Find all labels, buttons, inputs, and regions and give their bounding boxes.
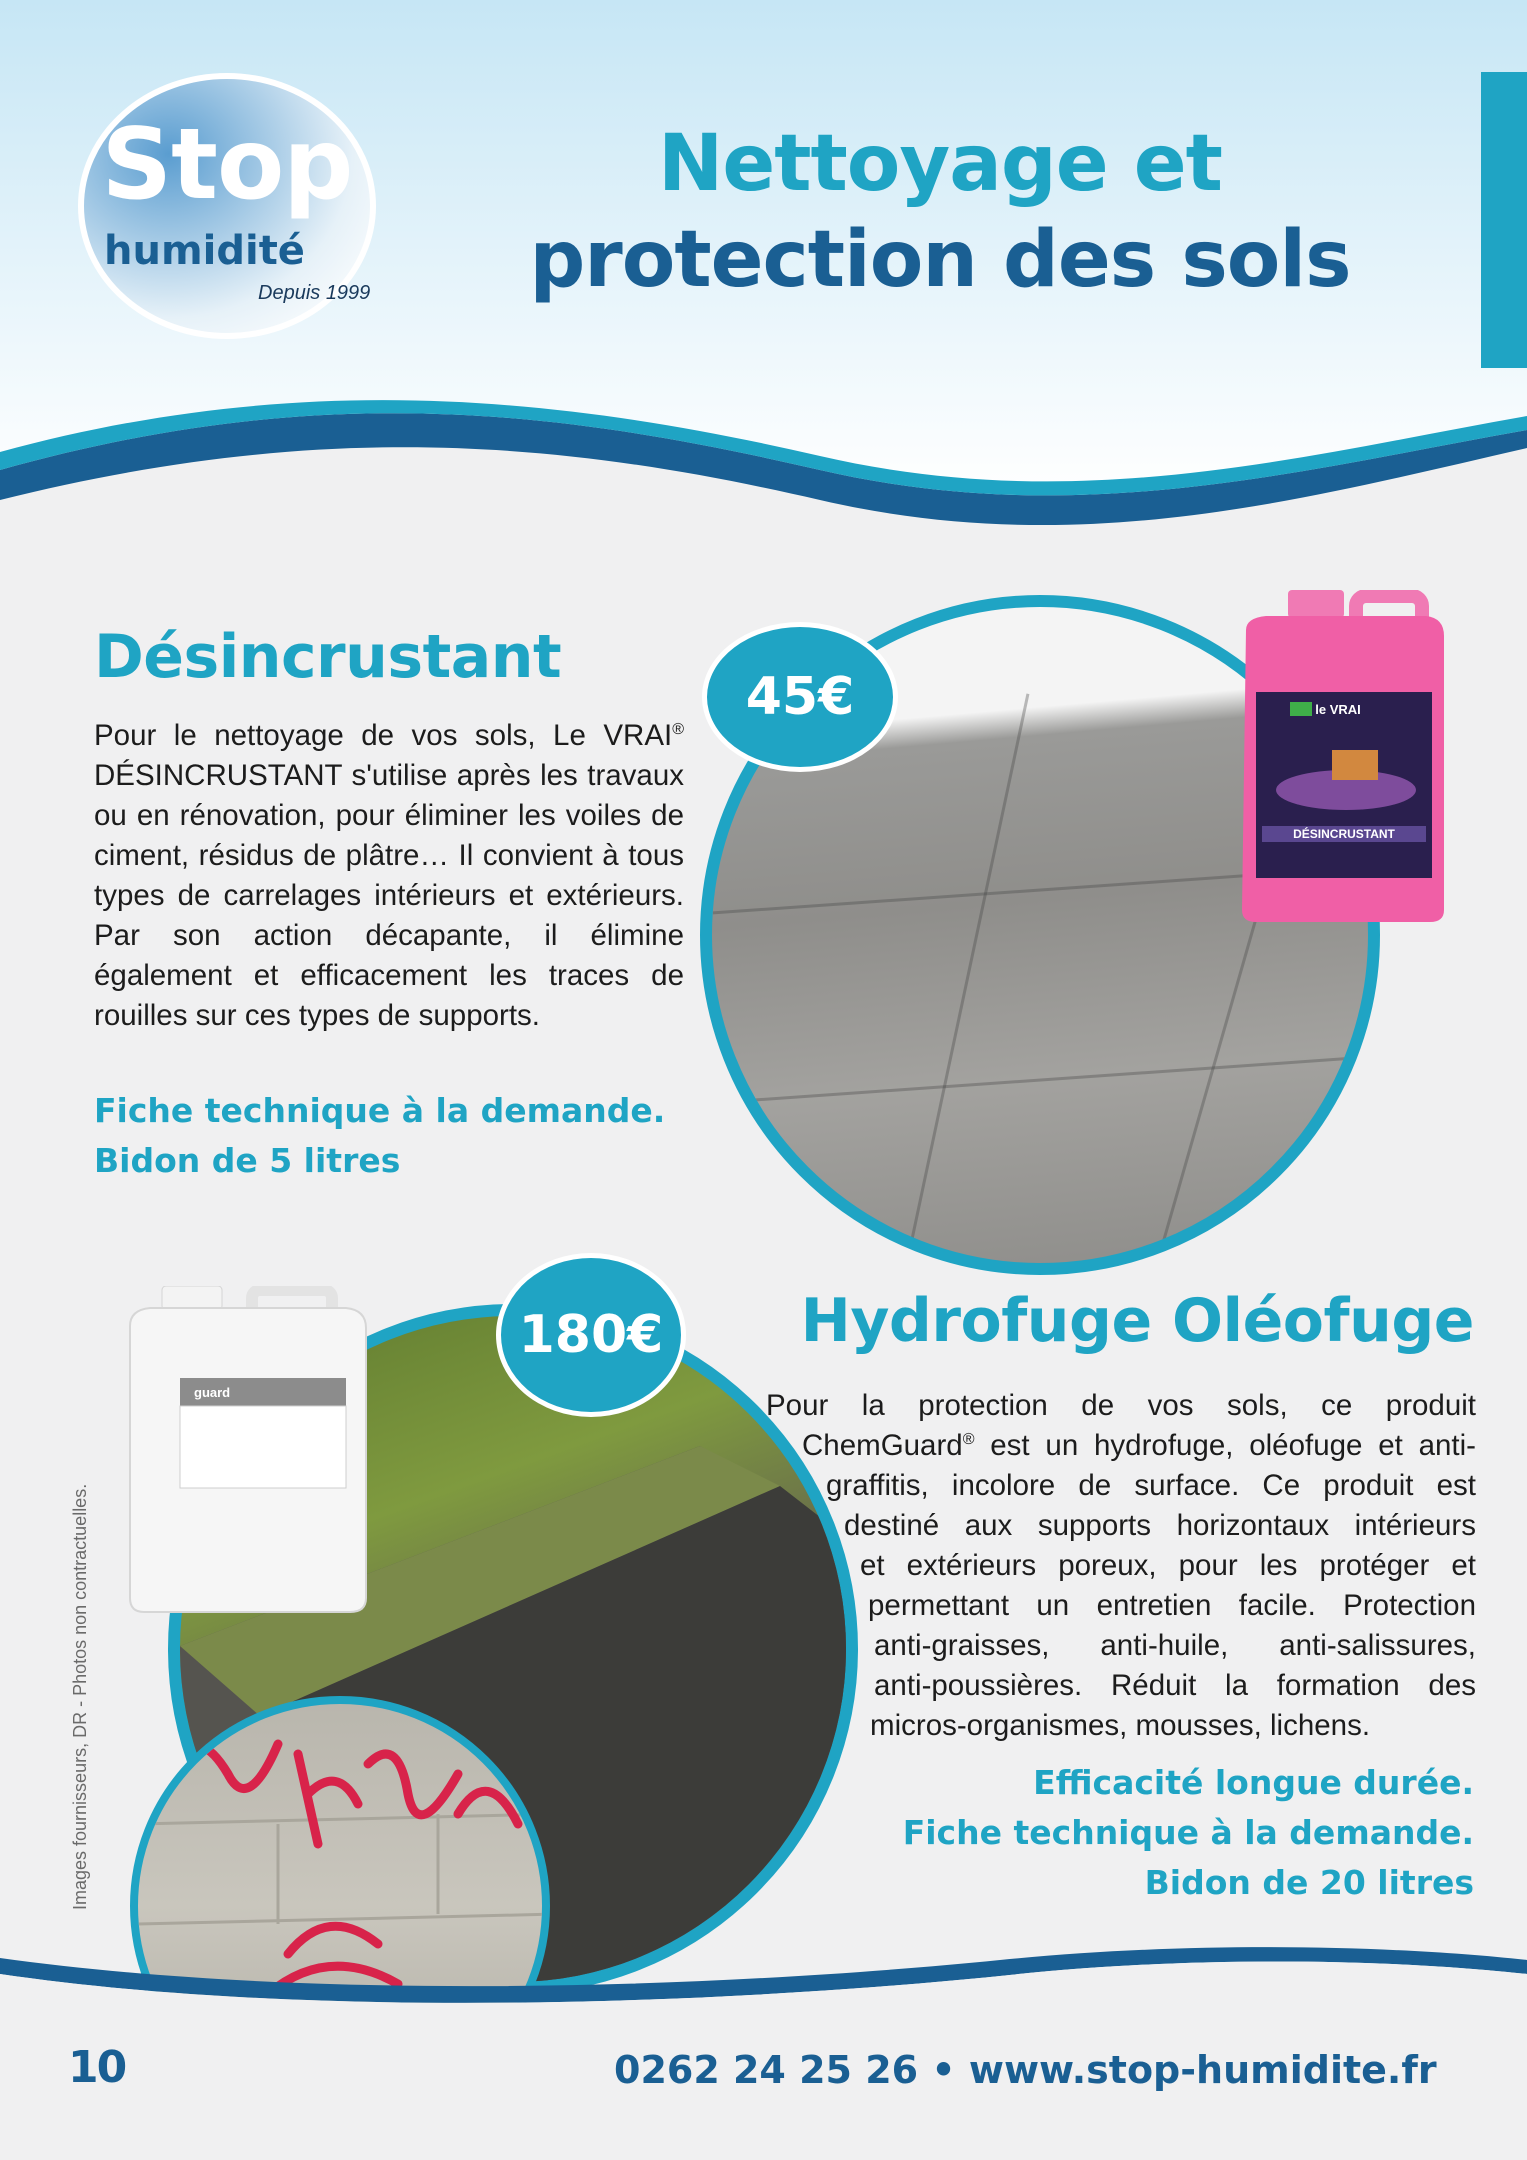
product1-description [94,716,684,1036]
footer-contact: 0262 24 25 26 • www.stop-humidite.fr [614,2048,1437,2092]
page-title [440,116,1440,308]
product2-desc-line: anti-graisses, anti-huile, anti-salissures, [874,1629,1476,1662]
product1-desc-part2: DÉSINCRUSTANT s'utilise après les travaux ou en rénovation, pour éliminer les voiles de ciment, résidus de plâtre… Il convient à tous types de carrelages intérieurs et extérieurs. Par son action décapante, il élimine également et efficacement les traces de rouilles sur ces types de supports. [94,759,684,1032]
side-tab [1481,72,1527,368]
product2-note-duration: Efficacité longue durée. [1033,1763,1474,1802]
desincrustant-jug-image [1226,590,1456,925]
product1-note-volume: Bidon de 5 litres [94,1141,401,1180]
product2-note-datasheet: Fiche technique à la demande. [902,1813,1474,1852]
product1-heading: Désincrustant [94,622,562,692]
product2-note-volume: Bidon de 20 litres [1144,1863,1474,1902]
product1-notes [94,1086,665,1186]
product2-description [754,1386,1476,1746]
registered-mark: ® [962,1431,975,1449]
title-line-1: Nettoyage et [658,119,1222,209]
product2-price-badge: 180€ [496,1253,686,1417]
image-credits: Images fournisseurs, DR - Photos non contractuelles. [70,1483,90,1910]
product2-desc-line: anti-poussières. Réduit la formation des [874,1669,1476,1702]
logo-stop-text: Stop [101,108,353,222]
product2-heading: Hydrofuge Oléofuge [800,1286,1474,1356]
logo-since-text: Depuis 1999 [258,282,371,304]
product1-price-badge: 45€ [702,622,898,772]
product2-desc-line: micros-organismes, mousses, lichens. [870,1709,1371,1742]
registered-mark: ® [672,721,684,739]
title-line-2: protection des sols [529,215,1351,305]
chemguard-jug-image [122,1286,372,1616]
product2-desc-line [802,1426,1476,1466]
product2-desc-text: est un hydrofuge, oléofuge et anti- [974,1429,1476,1462]
brand-chemguard: ChemGuard [802,1429,963,1462]
jug1-brand: le VRAI [1315,702,1361,717]
product1-note-datasheet: Fiche technique à la demande. [94,1091,666,1130]
product2-desc-line: permettant un entretien facile. Protection [868,1589,1476,1622]
product2-desc-line: et extérieurs poreux, pour les protéger et [860,1549,1476,1582]
logo [76,70,378,342]
page-number: 10 [68,2042,126,2093]
jug1-label: DÉSINCRUSTANT [1293,827,1395,841]
product2-desc-line: destiné aux supports horizontaux intérieurs [844,1509,1476,1542]
jug2-brand: guard [194,1385,231,1400]
logo-humidite-text: humidité [104,228,305,274]
product2-desc-line: graffitis, incolore de surface. Ce produit est [826,1469,1476,1502]
product2-notes [760,1758,1474,1908]
product2-desc-line: Pour la protection de vos sols, ce produit [766,1389,1476,1422]
product1-desc-part1: Pour le nettoyage de vos sols, Le VRAI [94,719,673,752]
